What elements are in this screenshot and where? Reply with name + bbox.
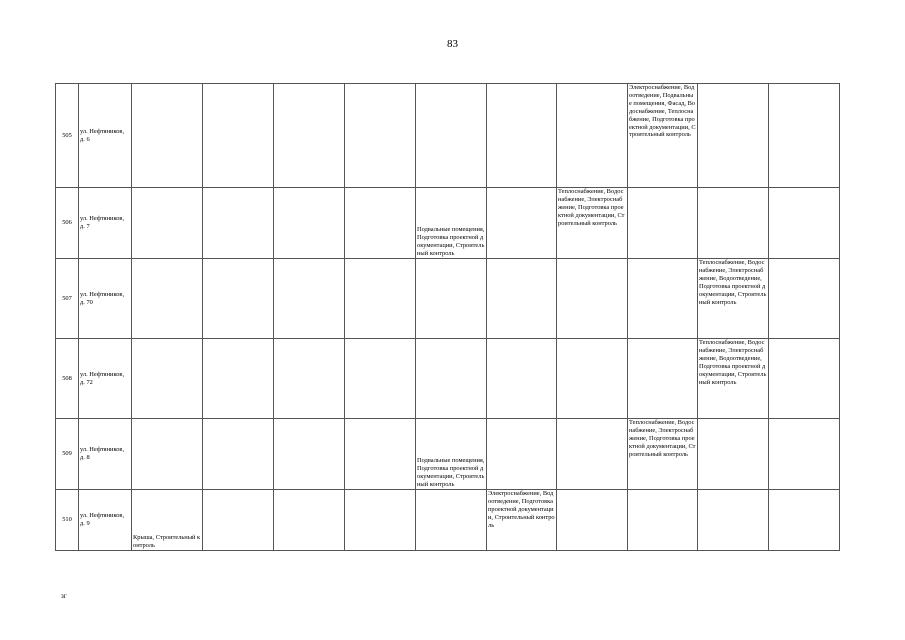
table-row [56, 188, 840, 259]
work-cell [557, 84, 628, 188]
row-number: 509 [56, 419, 79, 490]
work-cell: Подвальные помещения, Подготовка проектной документации, Строительный контроль [416, 188, 487, 259]
work-cell [132, 339, 203, 419]
work-cell [769, 490, 840, 551]
work-cell: Электроснабжение, Водоотведение, Подготовка проектной документации, Строительный контроль [487, 490, 557, 551]
work-cell [203, 419, 274, 490]
work-cell [416, 490, 487, 551]
work-cell [628, 339, 698, 419]
work-cell [698, 490, 769, 551]
work-cell: Электроснабжение, Водоотведение, Подвальные помещения, Фасад, Водоснабжение, Теплоснабжение, Подготовка проектной документации, Строительный контроль [628, 84, 698, 188]
work-cell [132, 259, 203, 339]
work-cell: Теплоснабжение, Водоснабжение, Электроснабжение, Подготовка проектной документации, Строительный контроль [557, 188, 628, 259]
work-cell [416, 259, 487, 339]
work-cell [628, 490, 698, 551]
work-cell [628, 188, 698, 259]
row-number: 507 [56, 259, 79, 339]
work-cell [698, 84, 769, 188]
page-number: 83 [447, 38, 458, 50]
work-cell [487, 339, 557, 419]
row-address: ул. Нефтяников, д. 70 [79, 259, 132, 339]
work-cell: Теплоснабжение, Водоснабжение, Электроснабжение, Водоотведение, Подготовка проектной документации, Строительный контроль [698, 259, 769, 339]
work-cell [203, 188, 274, 259]
work-cell [274, 259, 345, 339]
row-address: ул. Нефтяников, д. 72 [79, 339, 132, 419]
work-cell [274, 339, 345, 419]
work-cell [345, 490, 416, 551]
work-cell [345, 84, 416, 188]
work-cell [132, 188, 203, 259]
work-cell [203, 339, 274, 419]
work-cell: Теплоснабжение, Водоснабжение, Электроснабжение, Подготовка проектной документации, Строительный контроль [628, 419, 698, 490]
row-number: 508 [56, 339, 79, 419]
work-cell [203, 259, 274, 339]
work-cell [769, 188, 840, 259]
table-row [56, 339, 840, 419]
work-cell [345, 188, 416, 259]
work-cell [557, 259, 628, 339]
row-number: 510 [56, 490, 79, 551]
work-cell: Подвальные помещения, Подготовка проектной документации, Строительный контроль [416, 419, 487, 490]
work-cell [345, 419, 416, 490]
work-cell [698, 188, 769, 259]
work-cell [557, 419, 628, 490]
work-cell [345, 339, 416, 419]
work-cell [274, 419, 345, 490]
work-cell [769, 84, 840, 188]
work-cell [274, 84, 345, 188]
table-row [56, 419, 840, 490]
work-cell [487, 259, 557, 339]
work-cell [132, 419, 203, 490]
work-cell [487, 419, 557, 490]
row-address: ул. Нефтяников, д. 7 [79, 188, 132, 259]
row-number: 505 [56, 84, 79, 188]
work-cell [274, 188, 345, 259]
work-cell [557, 490, 628, 551]
work-cell [274, 490, 345, 551]
work-cell: Теплоснабжение, Водоснабжение, Электроснабжение, Водоотведение, Подготовка проектной документации, Строительный контроль [698, 339, 769, 419]
work-cell [132, 84, 203, 188]
work-cell [557, 339, 628, 419]
work-cell [769, 259, 840, 339]
work-cell [698, 419, 769, 490]
footer-note: зг [61, 592, 67, 600]
work-cell [416, 84, 487, 188]
work-cell: Крыша, Строительный контроль [132, 490, 203, 551]
row-address: ул. Нефтяников, д. 6 [79, 84, 132, 188]
work-cell [487, 84, 557, 188]
row-address: ул. Нефтяников, д. 8 [79, 419, 132, 490]
work-cell [487, 188, 557, 259]
table-row [56, 490, 840, 551]
row-address: ул. Нефтяников, д. 9 [79, 490, 132, 551]
work-cell [345, 259, 416, 339]
repair-schedule-table [55, 83, 840, 551]
row-number: 506 [56, 188, 79, 259]
work-cell [203, 84, 274, 188]
work-cell [628, 259, 698, 339]
work-cell [769, 339, 840, 419]
table-row [56, 259, 840, 339]
work-cell [769, 419, 840, 490]
work-cell [203, 490, 274, 551]
table-row [56, 84, 840, 188]
work-cell [416, 339, 487, 419]
